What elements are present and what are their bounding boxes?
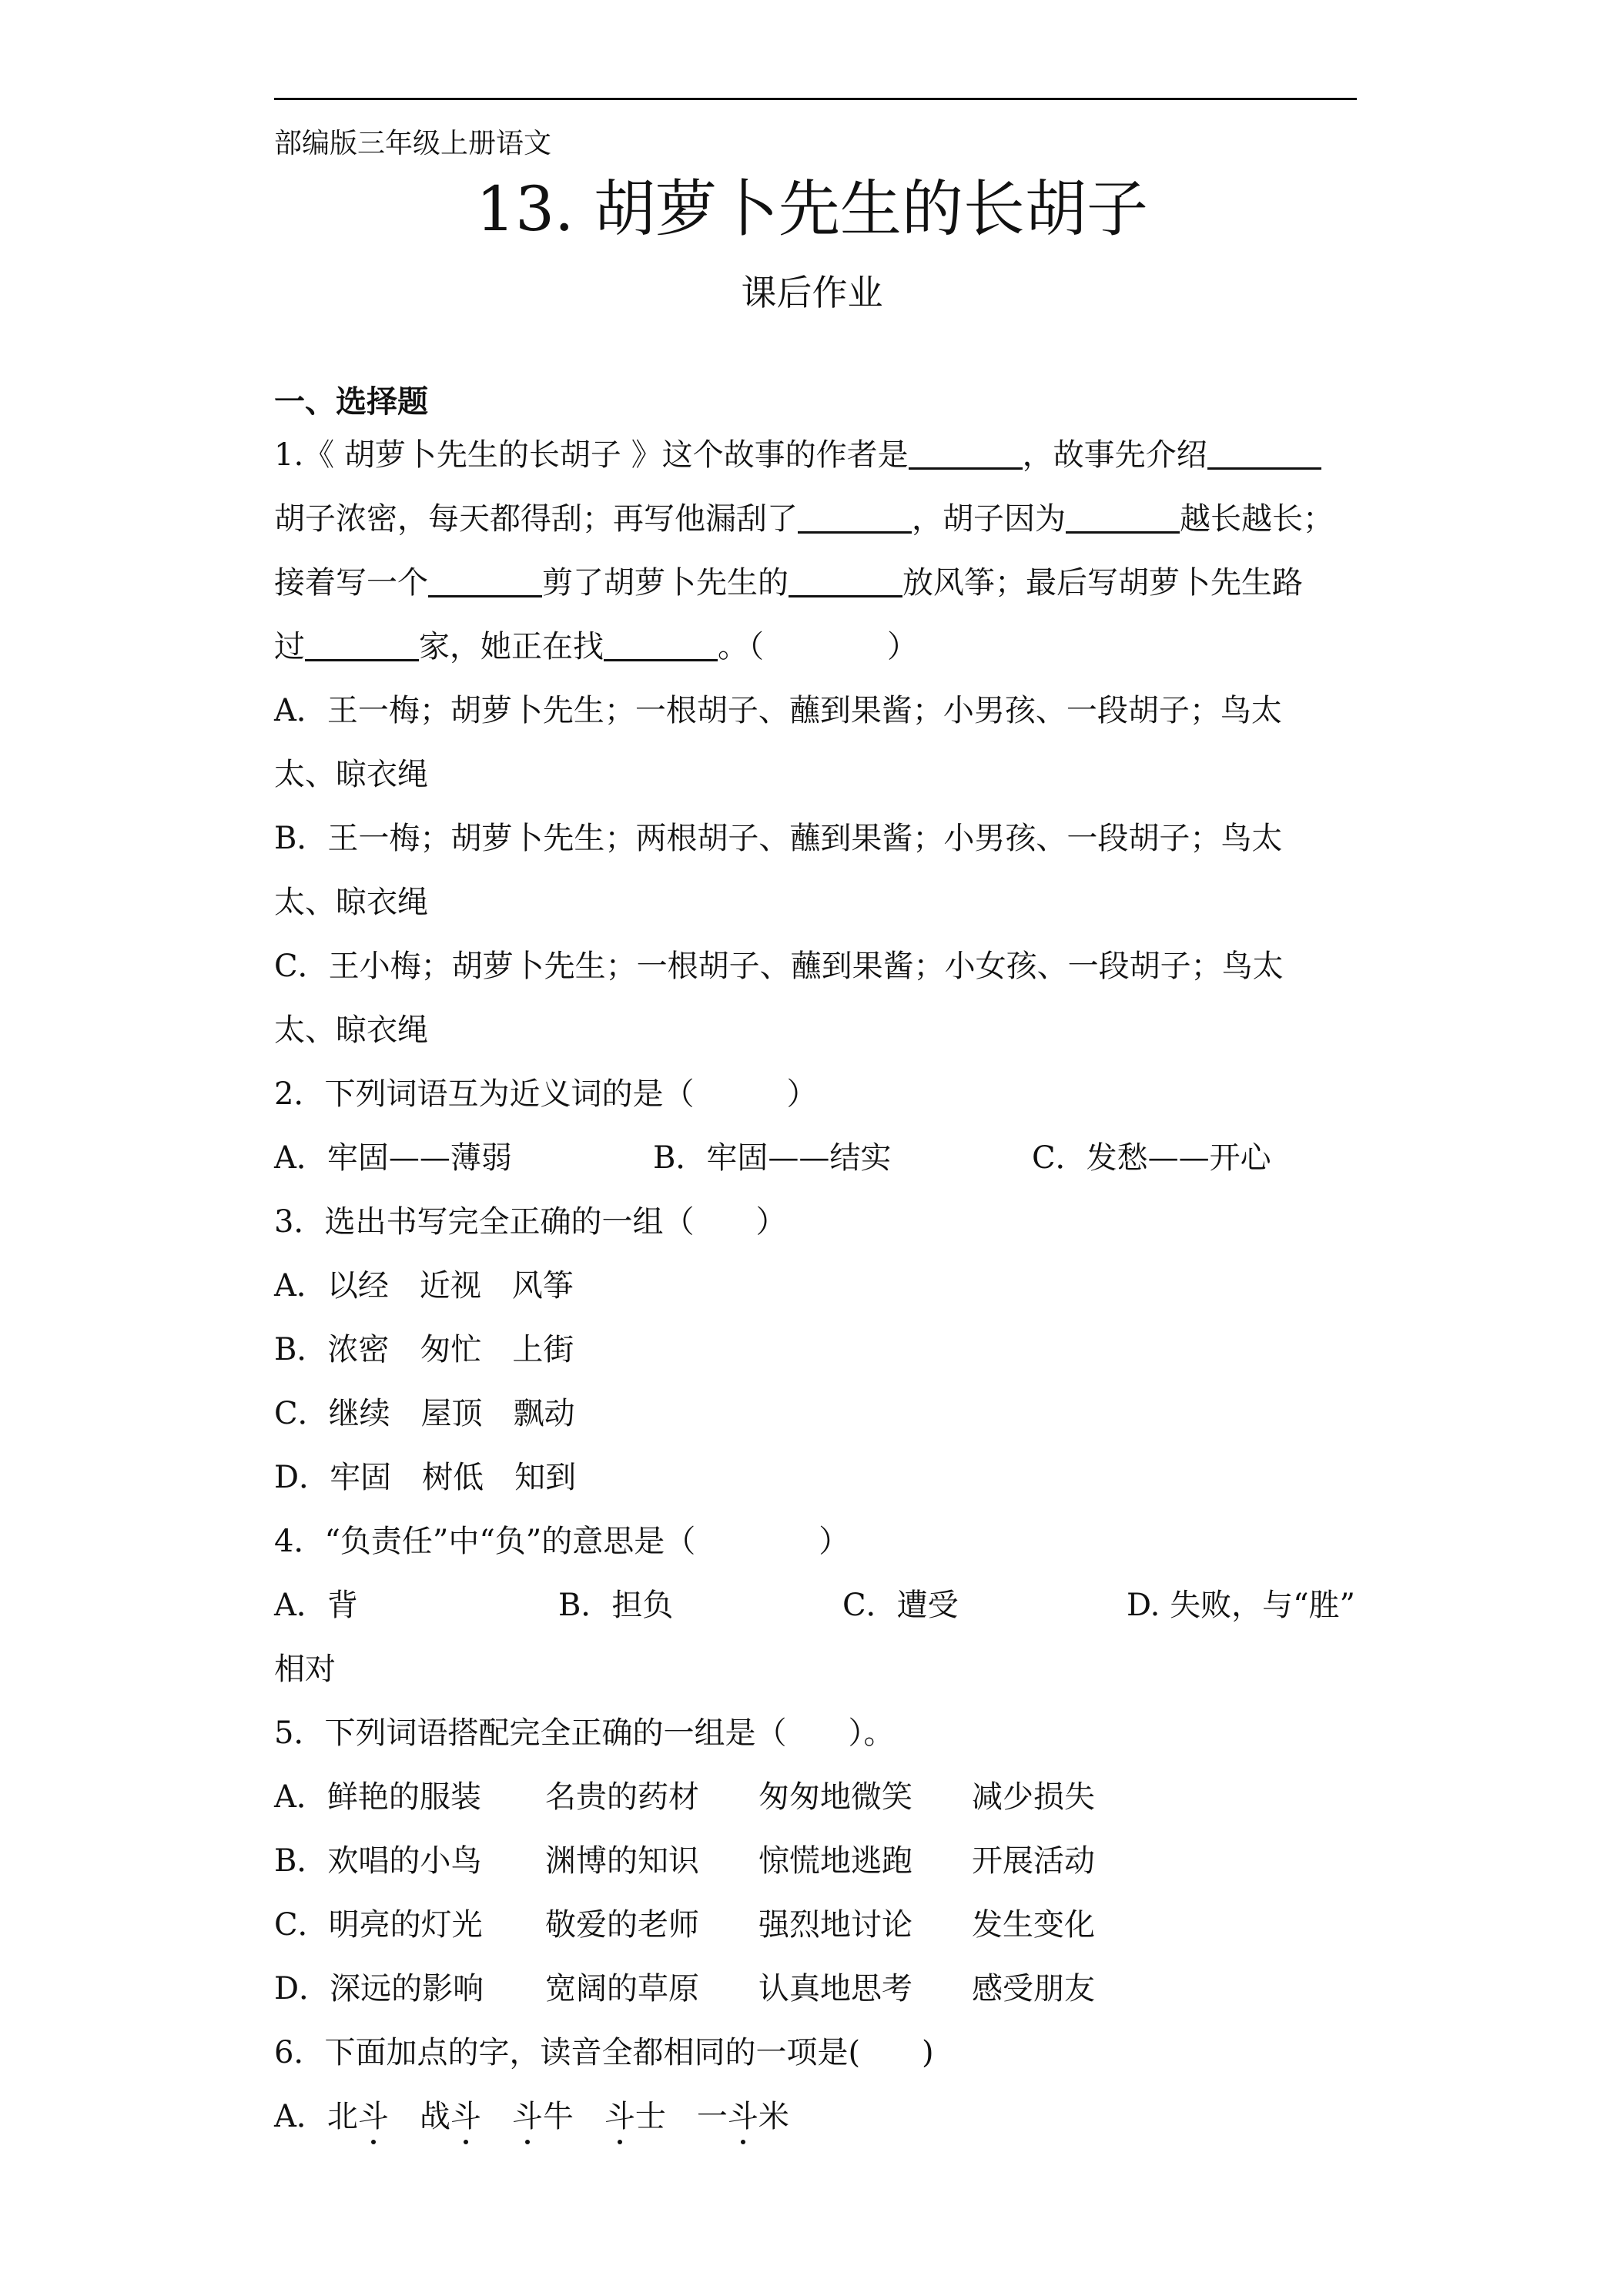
q3-option-a: A．以经 近视 风筝 — [274, 1268, 574, 1304]
option-label: A． — [274, 2099, 327, 2134]
q1-option-b: B．王一梅；胡萝卜先生；两根胡子、蘸到果酱；小男孩、一段胡子；鸟太 — [274, 821, 1283, 856]
answer-blank[interactable] — [909, 437, 1023, 470]
word-char: 北 — [326, 2099, 358, 2134]
q5-a-3: 匆匆地微笑 — [758, 1779, 912, 1815]
q5-b-4: 开展活动 — [972, 1843, 1095, 1879]
q1-option-c-cont: 太、晾衣绳 — [274, 1012, 428, 1048]
word-char: 牛 — [542, 2099, 574, 2134]
q4-option-a: A．背 — [274, 1588, 358, 1623]
q1-text: 剪了胡萝卜先生的 — [542, 565, 789, 601]
q4-stem: 4．“负责任”中“负”的意思是（ ） — [274, 1524, 850, 1559]
q1-text: 越长越长； — [1180, 501, 1334, 537]
q5-c-1: C．明亮的灯光 — [274, 1907, 483, 1943]
q5-b-3: 惊慌地逃跑 — [758, 1843, 912, 1879]
q5-d-2: 宽阔的草原 — [545, 1971, 699, 2006]
q4-option-d-cont: 相对 — [274, 1652, 336, 1687]
word-char: 一 — [696, 2099, 728, 2134]
q5-a-4: 减少损失 — [972, 1779, 1095, 1815]
page-subtitle: 课后作业 — [741, 272, 883, 313]
q3-stem: 3．选出书写完全正确的一组（ ） — [274, 1204, 787, 1240]
header-rule — [274, 98, 1357, 100]
word-char: 战 — [419, 2099, 450, 2134]
q5-c-4: 发生变化 — [972, 1907, 1095, 1943]
dotted-char: 斗 — [728, 2097, 758, 2137]
q2-stem: 2．下列词语互为近义词的是（ ） — [274, 1076, 818, 1112]
q1-text: 家，她正在找 — [419, 629, 604, 664]
q1-text: 1.《 胡萝卜先生的长胡子 》这个故事的作者是 — [274, 437, 909, 473]
q5-d-4: 感受朋友 — [972, 1971, 1095, 2006]
q1-text: 放风筝；最后写胡萝卜先生路 — [902, 565, 1303, 601]
q5-b-1: B．欢唱的小鸟 — [274, 1843, 482, 1879]
q3-option-c: C．继续 屋顶 飘动 — [274, 1396, 575, 1431]
q1-line-4 — [274, 627, 918, 667]
q1-text: 接着写一个 — [274, 565, 428, 601]
q5-d-3: 认真地思考 — [758, 1971, 912, 2006]
answer-blank[interactable] — [305, 628, 419, 661]
answer-blank[interactable] — [1066, 500, 1180, 534]
q2-option-a: A．牢固——薄弱 — [274, 1140, 512, 1176]
answer-blank[interactable] — [604, 628, 718, 661]
page-title: 13. 胡萝卜先生的长胡子 — [476, 173, 1148, 245]
answer-blank[interactable] — [1207, 437, 1321, 470]
q5-c-2: 敬爱的老师 — [545, 1907, 699, 1943]
q4-option-b: B．担负 — [558, 1588, 674, 1623]
q2-option-b: B．牢固——结实 — [653, 1140, 892, 1176]
q1-line-1 — [274, 435, 1321, 475]
q1-option-a-cont: 太、晾衣绳 — [274, 757, 428, 792]
q1-text: 。（ ） — [718, 629, 918, 664]
header-note: 部编版三年级上册语文 — [274, 128, 552, 159]
q6-option-a — [274, 2097, 789, 2137]
q5-stem: 5．下列词语搭配完全正确的一组是（ ）。 — [274, 1715, 895, 1751]
q1-line-2 — [274, 499, 1334, 539]
word-char: 士 — [635, 2099, 666, 2134]
q5-d-1: D．深远的影响 — [274, 1971, 484, 2006]
q4-option-d: D. 失败，与“胜” — [1127, 1588, 1355, 1623]
q1-text: ，故事先介绍 — [1022, 437, 1207, 473]
answer-blank[interactable] — [428, 564, 542, 597]
q1-text: 胡子浓密，每天都得刮；再写他漏刮了 — [274, 501, 798, 537]
q5-b-2: 渊博的知识 — [545, 1843, 699, 1879]
q1-line-3 — [274, 563, 1303, 603]
section-heading: 一、选择题 — [274, 384, 428, 420]
dotted-char: 斗 — [512, 2097, 543, 2137]
q2-option-c: C．发愁——开心 — [1032, 1140, 1271, 1176]
q1-text: 过 — [274, 629, 305, 664]
word-char: 米 — [758, 2099, 789, 2134]
answer-blank[interactable] — [798, 500, 912, 534]
q6-stem: 6．下面加点的字，读音全都相同的一项是( ) — [274, 2035, 934, 2070]
dotted-char: 斗 — [604, 2097, 635, 2137]
q1-option-b-cont: 太、晾衣绳 — [274, 885, 428, 920]
q1-option-c: C．王小梅；胡萝卜先生；一根胡子、蘸到果酱；小女孩、一段胡子；鸟太 — [274, 949, 1284, 984]
dotted-char: 斗 — [450, 2097, 481, 2137]
q1-text: ，胡子因为 — [912, 501, 1066, 537]
q5-a-1: A．鲜艳的服装 — [274, 1779, 481, 1815]
q3-option-b: B．浓密 匆忙 上街 — [274, 1332, 574, 1367]
q5-a-2: 名贵的药材 — [545, 1779, 699, 1815]
dotted-char: 斗 — [358, 2097, 389, 2137]
answer-blank[interactable] — [789, 564, 902, 597]
q4-option-c: C．遭受 — [842, 1588, 959, 1623]
q3-option-d: D．牢固 树低 知到 — [274, 1460, 577, 1495]
q5-c-3: 强烈地讨论 — [758, 1907, 912, 1943]
q1-option-a: A．王一梅；胡萝卜先生；一根胡子、蘸到果酱；小男孩、一段胡子；鸟太 — [274, 693, 1282, 728]
